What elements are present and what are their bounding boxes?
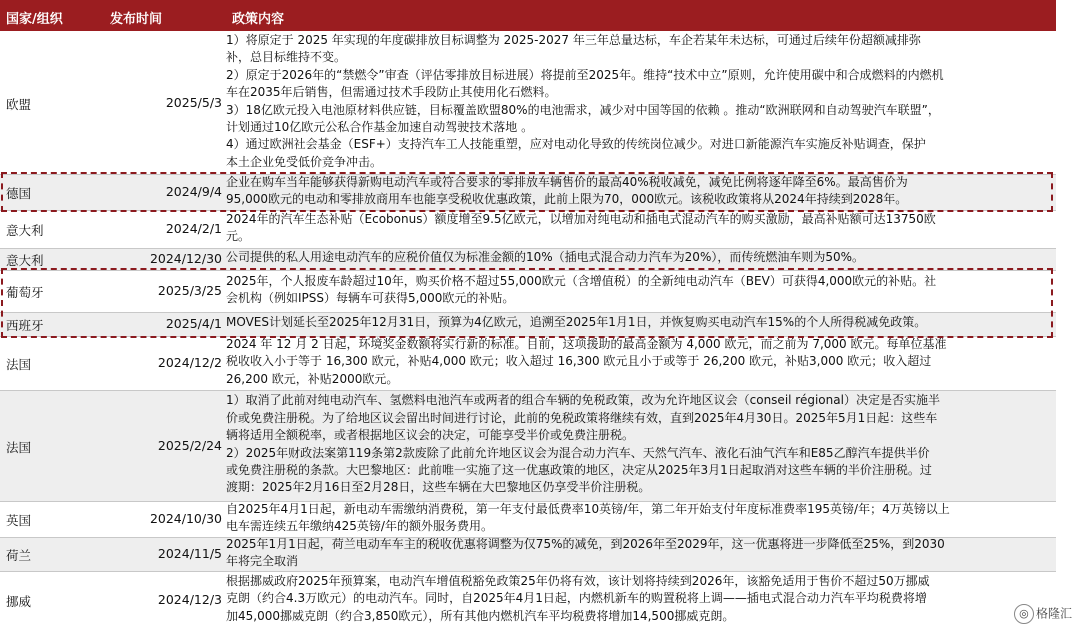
- country-cell: 葡萄牙: [6, 285, 44, 300]
- policy-text-line: 加45,000挪威克朗（约合3,850欧元），所有其他内燃机汽车平均税费将增加14,500挪威克朗。: [226, 608, 735, 623]
- row-separator: [0, 501, 1056, 502]
- policy-content-cell: [226, 536, 1054, 571]
- country-cell: 西班牙: [6, 318, 44, 333]
- policy-text-line: 或免费注册税的条款。大巴黎地区：此前唯一实施了这一优惠政策的地区，决定从2025年3月1日起取消对这些车辆的半价注册税。过: [226, 462, 932, 477]
- country-cell: 意大利: [6, 223, 44, 238]
- policy-text-line: 自2025年4月1日起，新电动车需缴纳消费税，第一年支付最低费率10英镑/年，第二年开始支付年度标准费率195英镑/年；4万英镑以上: [226, 501, 950, 516]
- table-row: [0, 336, 1056, 390]
- date-cell: 2024/12/3: [157, 592, 222, 607]
- policy-text-line: 电车需连续五年缴纳425英镑/年的额外服务费用。: [226, 519, 493, 534]
- country-cell: 意大利: [6, 253, 44, 268]
- table-row: [0, 31, 1056, 174]
- header-content: 政策内容: [232, 12, 285, 27]
- date-cell: 2025/2/24: [157, 437, 222, 453]
- policy-text-line: 会机构（例如IPSS）每辆车可获得5,000欧元的补贴。: [226, 291, 515, 305]
- policy-text-line: 价或免费注册税。为了给地区议会留出时间进行讨论，此前的免税政策将继续有效，直到2025年4月30日。2025年5月1日起：这些车: [226, 410, 938, 425]
- globe-icon: ◎: [1014, 604, 1034, 624]
- policy-text-line: MOVES计划延长至2025年12月31日，预算为4亿欧元，追溯至2025年1月1日，并恢复购买电动汽车15%的个人所得税减免政策。: [226, 315, 927, 330]
- table-row: [0, 210, 1056, 248]
- watermark-logo: ◎ 格隆汇: [1014, 604, 1072, 624]
- date-cell: 2025/5/3: [165, 94, 222, 110]
- policy-text-line: 计划通过10亿欧元公私合作基金加速自动驾驶技术落地 。: [226, 119, 534, 134]
- policy-text-line: 根据挪威政府2025年预算案，电动汽车增值税豁免政策25年仍将有效，该计划将持续到2026年，该豁免适用于售价不超过50万挪威: [226, 573, 930, 588]
- policy-text-line: 4）通过欧洲社会基金（ESF+）支持汽车工人技能重塑，应对电动化导致的传统岗位减少。对进口新能源汽车实施反补贴调查，保护: [226, 137, 926, 152]
- policy-text-line: 2025年1月1日起，荷兰电动车车主的税收优惠将调整为仅75%的减免，到2026年至2029年，这一优惠将进一步降低至25%，到2030: [226, 537, 945, 551]
- table-row: [0, 537, 1056, 571]
- policy-text-line: 1）将原定于 2025 年实现的年度碳排放目标调整为 2025-2027 年三年总量达标，车企若某年未达标，可通过后续年份超额减排弥: [226, 32, 921, 47]
- date-cell: 2024/11/5: [157, 546, 222, 561]
- header-date: 发布时间: [110, 12, 163, 27]
- policy-text-line: 克朗（约合4.3万欧元）的电动汽车。同时，自2025年4月1日起，内燃机新车的购置税将上调——插电式混合动力汽车平均税费将增: [226, 591, 927, 606]
- date-cell: 2024/9/4: [165, 184, 222, 199]
- country-cell: 英国: [6, 513, 32, 528]
- row-separator: [0, 390, 1056, 391]
- policy-text-line: 1）取消了此前对纯电动汽车、氢燃料电池汽车或两者的组合车辆的免税政策，改为允许地区议会（conseil régional）决定是否实施半: [226, 393, 940, 408]
- date-cell: 2024/10/30: [149, 511, 222, 526]
- country-cell: 法国: [6, 357, 32, 372]
- table-row: [0, 571, 1056, 629]
- header-country: 国家/组织: [6, 12, 63, 27]
- row-separator: [0, 571, 1056, 572]
- policy-text-line: 渡期：2025年2月16日至2月28日，这些车辆在大巴黎地区仍享受半价注册税。: [226, 480, 651, 495]
- country-cell: 法国: [6, 439, 32, 455]
- policy-text-line: 2024年的汽车生态补贴（Ecobonus）额度增至9.5亿欧元，以增加对纯电动和插电式混动汽车的购买激励，最高补贴额可达13750欧: [226, 211, 936, 226]
- policy-text-line: 本土企业免受低价竞争冲击。: [226, 154, 383, 169]
- policy-text-line: 26,200 欧元，补贴2000欧元。: [226, 371, 399, 386]
- country-cell: 欧盟: [6, 96, 32, 112]
- row-separator: [0, 537, 1056, 538]
- policy-text-line: 公司提供的私人用途电动汽车的应税价值仅为标准金额的10%（插电式混合动力汽车为20%），而传统燃油车则为50%。: [226, 250, 865, 265]
- table-header: [0, 0, 1056, 31]
- date-cell: 2024/12/30: [149, 251, 222, 266]
- policy-content-cell: [226, 249, 1054, 266]
- policy-text-line: 3）18亿欧元投入电池原材料供应链，目标覆盖欧盟80%的电池需求，减少对中国等国的依赖 。推动“欧洲联网和自动驾驶汽车联盟”，: [226, 102, 940, 117]
- policy-content-cell: [226, 32, 1054, 171]
- date-cell: 2025/4/1: [165, 316, 222, 331]
- policy-text-line: 2024 年 12 月 2 日起，环境奖金数额将实行新的标准。目前，这项援助的最高金额为 4,000 欧元，而之前为 7,000 欧元。每单位基准: [226, 336, 947, 351]
- policy-text-line: 年将完全取消: [226, 554, 299, 569]
- country-cell: 荷兰: [6, 548, 32, 563]
- policy-content-cell: [226, 501, 1054, 536]
- table-row: [0, 390, 1056, 501]
- row-separator: [0, 248, 1056, 249]
- date-cell: 2024/12/2: [157, 355, 222, 370]
- highlight-box: [1, 172, 1053, 212]
- policy-content-cell: [226, 392, 1054, 496]
- policy-text-line: 企业在购车当年能够获得新购电动汽车或符合要求的零排放车辆售价的最高40%税收减免，减免比例将逐年降至6%。最高售价为: [226, 174, 908, 189]
- policy-text-line: 元。: [226, 229, 251, 243]
- date-cell: 2024/2/1: [165, 221, 222, 236]
- policy-text-line: 2）原定于2026年的“禁燃令”审查（评估零排放目标进展）将提前至2025年。维持“技术中立”原则，允许使用碳中和合成燃料的内燃机: [226, 67, 944, 82]
- country-cell: 挪威: [6, 594, 32, 609]
- highlight-box: [1, 268, 1053, 338]
- table-row: [0, 248, 1056, 270]
- policy-content-cell: [226, 211, 1054, 246]
- policy-text-line: 辆将适用全额税率，或者根据地区议会的决定，可能享受半价或免费注册税。: [226, 428, 635, 443]
- policy-text-line: 税收收入小于等于 16,300 欧元，补贴4,000 欧元；收入超过 16,300 欧元且小于或等于 26,200 欧元，补贴3,000 欧元；收入超过: [226, 354, 932, 369]
- policy-text-line: 补，总目标维持不变。: [226, 50, 347, 65]
- policy-content-cell: [226, 573, 1054, 625]
- country-cell: 德国: [6, 186, 32, 201]
- policy-text-line: 2）2025年财政法案第119条第2款废除了此前允许地区议会为混合动力汽车、天然气汽车、液化石油气汽车和E85乙醇汽车提供半价: [226, 445, 930, 460]
- policy-content-cell: [226, 336, 1054, 388]
- policy-text-line: 95,000欧元的电动和零排放商用车也能享受税收优惠政策，此前上限为70，000欧元。该税收政策将从2024年持续到2028年。: [226, 192, 908, 207]
- date-cell: 2025/3/25: [157, 283, 222, 298]
- table-row: [0, 501, 1056, 537]
- policy-text-line: 车在2035年后销售，但需通过技术手段防止其使用化石燃料。: [226, 85, 557, 100]
- policy-text-line: 2025年，个人报废车龄超过10年，购买价格不超过55,000欧元（含增值税）的全新纯电动汽车（BEV）可获得4,000欧元的补贴。社: [226, 273, 937, 288]
